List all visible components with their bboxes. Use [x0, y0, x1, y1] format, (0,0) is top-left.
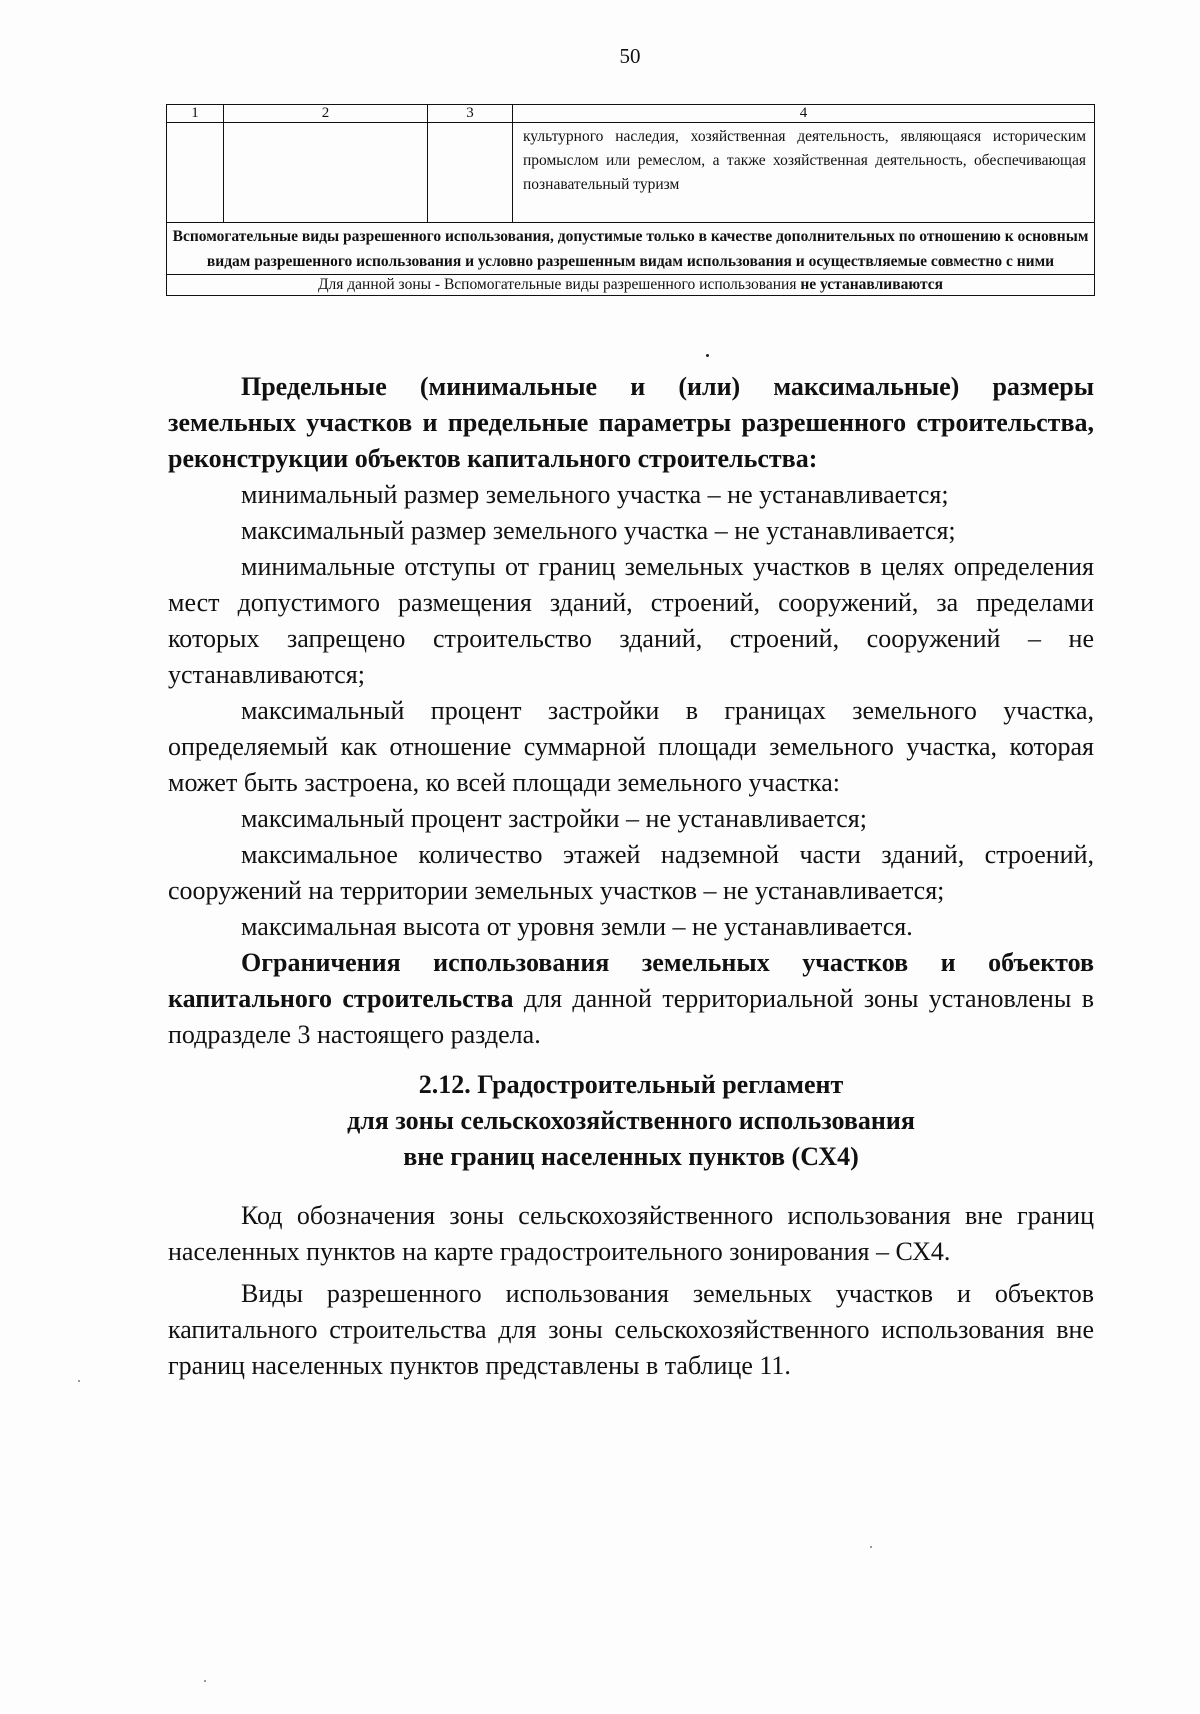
section-title-line: для зоны сельскохозяйственного использования	[347, 1106, 915, 1135]
limit-item: максимальное количество этажей надземной части зданий, строений, сооружений на территории земельных участков – не устанавливается;	[168, 840, 1094, 905]
section-title-line: вне границ населенных пунктов (СХ4)	[403, 1142, 859, 1171]
note-bold: не устанавливаются	[800, 276, 944, 293]
column-header-2: 2	[224, 105, 428, 123]
limit-item: максимальная высота от уровня земли – не устанавливается.	[241, 912, 913, 941]
restrictions-rest: для данной территориальной зоны установлены в подразделе 3 настоящего раздела.	[168, 984, 1094, 1049]
uses-table-paragraph: Виды разрешенного использования земельных участков и объектов капитального строительства для зоны сельскохозяйственного использования вне границ населенных пунктов представлены в таблице 11.	[168, 1279, 1094, 1380]
restrictions-bold: Ограничения использования земельных участков и объектов капитального строительства	[168, 948, 1094, 1013]
section-body	[168, 1198, 1094, 1384]
note-prefix: Для данной зоны - Вспомогательные виды разрешенного использования	[317, 276, 801, 293]
scan-speck	[78, 1380, 80, 1382]
column-header-3: 3	[428, 105, 513, 123]
table-cell-empty	[224, 123, 428, 223]
column-header-1: 1	[167, 105, 224, 123]
table-note-row	[167, 275, 1095, 296]
table-cell-description: культурного наследия, хозяйственная деятельность, являющаяся историческим промыслом или ремеслом, а также хозяйственная деятельность, обеспечивающая познавательный туризм	[513, 123, 1095, 223]
auxiliary-uses-note	[167, 275, 1095, 296]
limits-heading: Предельные (минимальные и (или) максимальные) размеры земельных участков и предельные параметры разрешенного строительства, реконструкции объектов капитального строительства:	[168, 372, 1094, 473]
limit-item: максимальный процент застройки в границах земельного участка, определяемый как отношение суммарной площади земельного участка, которая может быть застроена, ко всей площади земельного участка:	[168, 696, 1094, 797]
section-title-line: 2.12. Градостроительный регламент	[418, 1070, 844, 1099]
table-cell-empty	[167, 123, 224, 223]
table-row	[167, 123, 1095, 223]
column-header-4: 4	[513, 105, 1095, 123]
restrictions-paragraph	[168, 945, 1094, 1053]
scan-speck	[204, 1680, 206, 1682]
limit-item: максимальный процент застройки – не устанавливается;	[241, 804, 867, 833]
table-cell-empty	[428, 123, 513, 223]
table-header-row	[167, 105, 1095, 123]
limits-block	[168, 369, 1094, 1053]
section-title	[168, 1067, 1094, 1175]
scan-speck	[870, 1546, 872, 1548]
limit-item: минимальные отступы от границ земельных участков в целях определения мест допустимого размещения зданий, строений, сооружений, за пределами которых запрещено строительство зданий, строений, сооружений – не устанавливаются;	[168, 552, 1094, 689]
scan-dot	[706, 354, 709, 357]
page-number: 50	[619, 44, 641, 68]
zoning-table	[166, 104, 1094, 296]
zone-code-paragraph: Код обозначения зоны сельскохозяйственного использования вне границ населенных пунктов на карте градостроительного зонирования – СХ4.	[168, 1201, 1094, 1266]
auxiliary-uses-title: Вспомогательные виды разрешенного использования, допустимые только в качестве дополнительных по отношению к основным видам разрешенного использования и условно разрешенным видам использования и осуществляемые совместно с ними	[167, 223, 1095, 275]
limit-item: максимальный размер земельного участка – не устанавливается;	[241, 516, 956, 545]
table-section-row	[167, 223, 1095, 275]
limit-item: минимальный размер земельного участка – не устанавливается;	[241, 480, 949, 509]
